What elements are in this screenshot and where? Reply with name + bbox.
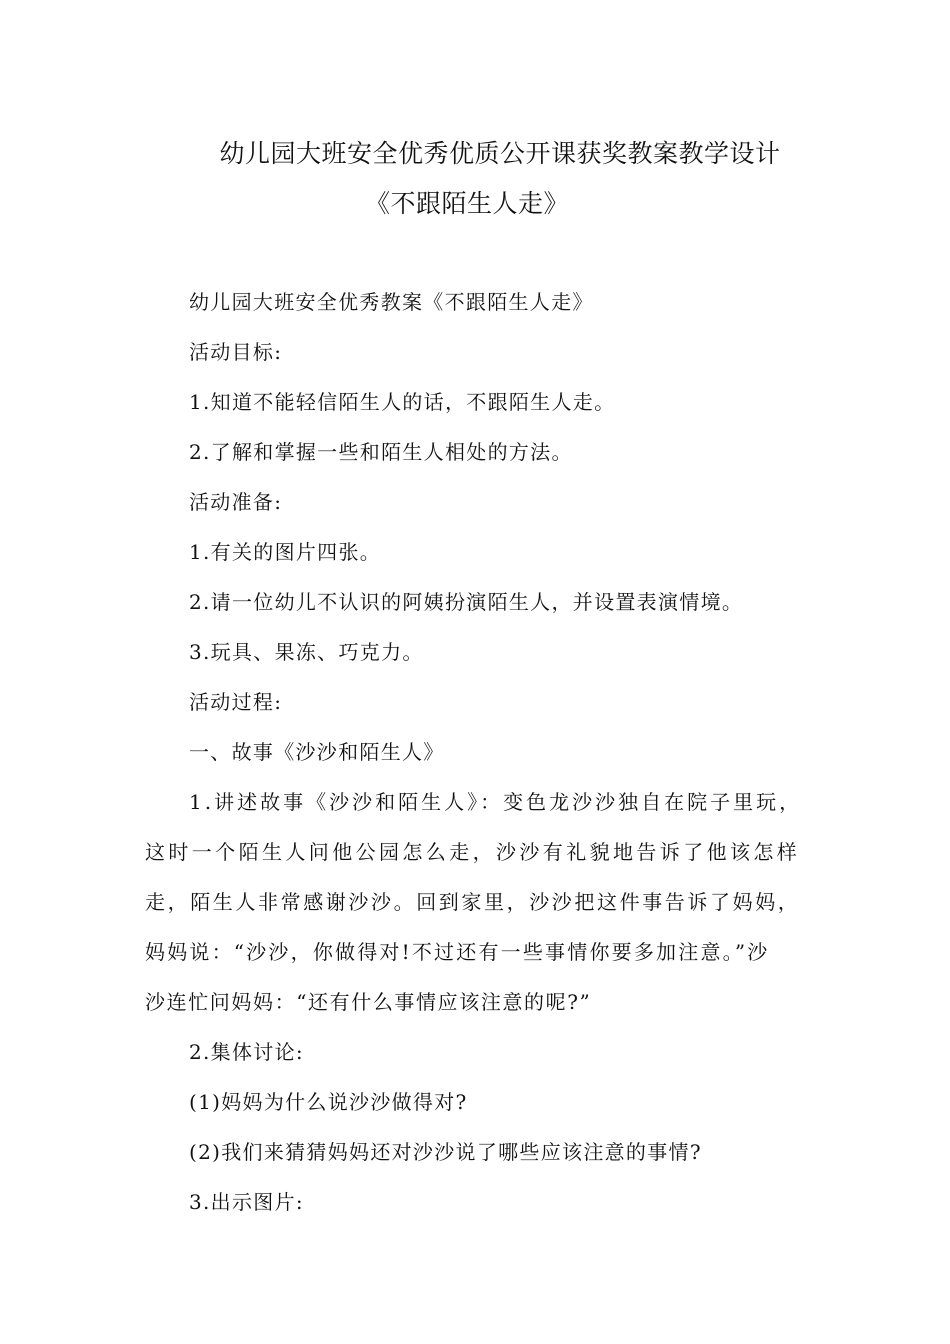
story-line: 沙连忙问妈妈：“还有什么事情应该注意的呢?” xyxy=(145,990,592,1014)
preparation-item: 3.玩具、果冻、巧克力。 xyxy=(189,640,424,664)
discussion-question: (1)妈妈为什么说沙沙做得对? xyxy=(189,1090,468,1114)
document-title: 幼儿园大班安全优秀优质公开课获奖教案教学设计 xyxy=(219,139,781,168)
discussion-question: (2)我们来猜猜妈妈还对沙沙说了哪些应该注意的事情? xyxy=(189,1140,702,1164)
preparation-item: 2.请一位幼儿不认识的阿姨扮演陌生人，并设置表演情境。 xyxy=(189,590,744,614)
lesson-heading: 幼儿园大班安全优秀教案《不跟陌生人走》 xyxy=(189,290,594,314)
section-heading-process: 活动过程: xyxy=(189,690,283,714)
show-pictures-heading: 3.出示图片: xyxy=(189,1190,304,1214)
document-subtitle: 《不跟陌生人走》 xyxy=(364,189,569,218)
section-heading-goals: 活动目标: xyxy=(189,340,283,364)
goal-item: 1.知道不能轻信陌生人的话，不跟陌生人走。 xyxy=(189,390,616,414)
goal-item: 2.了解和掌握一些和陌生人相处的方法。 xyxy=(189,440,573,464)
story-line: 这时一个陌生人问他公园怎么走，沙沙有礼貌地告诉了他该怎样 xyxy=(145,840,801,864)
process-step-heading: 一、故事《沙沙和陌生人》 xyxy=(189,740,445,764)
discussion-heading: 2.集体讨论: xyxy=(189,1040,304,1064)
story-line: 走，陌生人非常感谢沙沙。回到家里，沙沙把这件事告诉了妈妈， xyxy=(145,890,801,914)
section-heading-preparation: 活动准备: xyxy=(189,490,283,514)
story-line: 1.讲述故事《沙沙和陌生人》：变色龙沙沙独自在院子里玩， xyxy=(189,790,803,814)
story-line: 妈妈说：“沙沙，你做得对!不过还有一些事情你要多加注意。”沙 xyxy=(145,940,770,964)
preparation-item: 1.有关的图片四张。 xyxy=(189,540,382,564)
